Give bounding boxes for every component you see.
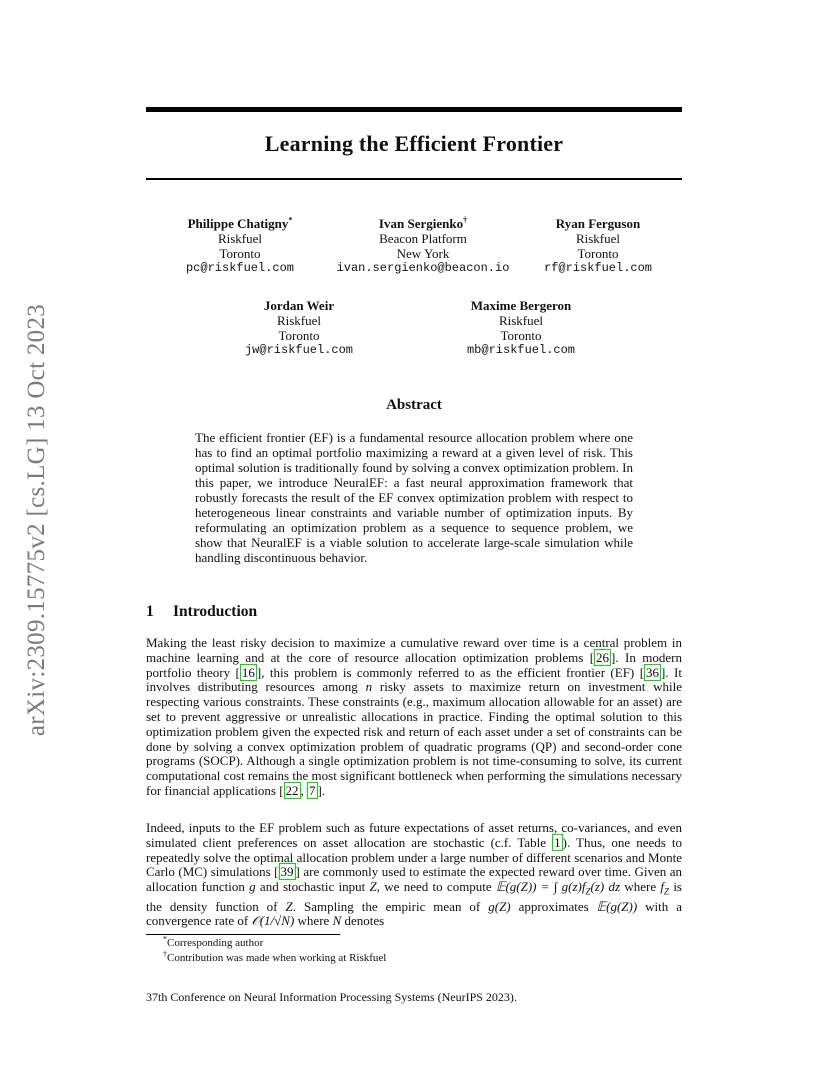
author-name: Jordan Weir	[263, 298, 335, 313]
citation-link[interactable]: 7	[309, 782, 316, 798]
paper-title: Learning the Efficient Frontier	[264, 131, 564, 156]
arxiv-id: arXiv:2309.15775v2 [cs.LG] 13 Oct 2023	[23, 303, 51, 737]
author-email[interactable]: ivan.sergienko@beacon.io	[336, 261, 510, 275]
author-block	[189, 298, 409, 358]
table-ref-link[interactable]: 1	[554, 834, 561, 850]
intro-paragraph-2: Indeed, inputs to the EF problem such as future expectations of asset returns, co-variances, and even simulated client preferences on asset allocation are stochastic (c.f. Table 1 ). Thus, one needs to repeatedly solve the optimal allocation problem under a large number of different scenarios and Monte Carlo (MC) simulations [ 39 ] are commonly used to estimate the expected reward over time. Given an allocation function g and stochastic input Z, we need to compute 𝔼(g(Z)) = ∫ $g(z)f_Z(z)$ dz where $f_Z$ is the density function of Z. Sampling the empiric mean of g(Z) approximates 𝔼(g(Z)) with a convergence rate of 𝒪(1/√N) where N denotes	[146, 820, 683, 929]
author-email[interactable]: jw@riskfuel.com	[244, 343, 354, 357]
citation-link[interactable]: 16	[241, 664, 255, 680]
citation-link[interactable]: 39	[280, 864, 294, 880]
section-number: 1	[146, 603, 154, 620]
footnote-rule	[146, 934, 340, 935]
author-name: Philippe Chatigny*	[187, 215, 293, 231]
intro-paragraph-1: Making the least risky decision to maximize a cumulative reward over time is a central problem in machine learning and at the core of resource allocation optimization problems [ 26 ]. In modern portfolio theory [ 16 ], this problem is commonly referred to as the efficient frontier (EF) [ 36 ]. It involves distributing resources among n risky assets to maximize return on investment while respecting various constraints. These constraints (e.g., maximum allocation allowable for an asset) are set to prevent aggressive or unrealistic allocations in practice. Finding the optimal solution to this optimization problem given the expected risk and return of each asset under a set of constraints can be done by solving a convex optimization problem of quadratic programs (QP) and second-order cone programs (SOCP). Although a single optimization problem is not time-consuming to solve, its current computational cost remains the most significant bottleneck when performing the simulations necessary for financial applications [ 22 , 7 ].	[146, 635, 682, 798]
author-name: Maxime Bergeron	[470, 298, 572, 313]
math-convergence: 𝒪(1/√N)	[251, 913, 295, 929]
citation-link[interactable]: 22	[285, 782, 299, 798]
author-block	[411, 298, 631, 358]
math-expectation: 𝔼(g(Z)) = ∫ g(z)f	[495, 879, 586, 895]
author-email[interactable]: rf@riskfuel.com	[543, 261, 653, 275]
author-email[interactable]: pc@riskfuel.com	[185, 261, 295, 275]
conference-footer: 37th Conference on Neural Information Processing Systems (NeurIPS 2023).	[146, 990, 517, 1004]
author-email[interactable]: mb@riskfuel.com	[466, 343, 576, 357]
author-block	[488, 216, 708, 276]
section-heading	[146, 603, 257, 621]
author-name: Ryan Ferguson	[555, 216, 641, 231]
author-name: Ivan Sergienko†	[378, 215, 468, 231]
footnote: †Contribution was made when working at Riskfuel	[163, 949, 387, 964]
author-affiliation: Riskfuel	[575, 231, 621, 246]
author-city: Toronto	[278, 328, 320, 343]
citation-link[interactable]: 36	[646, 664, 660, 680]
section-title: Introduction	[173, 603, 258, 620]
abstract-heading: Abstract	[386, 397, 442, 413]
title-top-rule	[146, 107, 682, 112]
author-affiliation: Riskfuel	[498, 313, 544, 328]
author-city: Toronto	[500, 328, 542, 343]
author-city: Toronto	[219, 246, 261, 261]
author-city: New York	[396, 246, 450, 261]
author-affiliation: Beacon Platform	[379, 231, 467, 246]
title-bottom-rule	[146, 178, 682, 180]
author-city: Toronto	[577, 246, 619, 261]
abstract-text: The efficient frontier (EF) is a fundamental resource allocation problem where one has to find an optimal portfolio maximizing a reward at a given level of risk. This optimal solution is traditionally found by solving a convex optimization problem. In this paper, we introduce NeuralEF: a fast neural approximation framework that robustly forecasts the result of the EF convex optimization problem with respect to heterogeneous linear constraints and variable number of optimization inputs. By reformulating an optimization problem as a sequence to sequence problem, we show that NeuralEF is a viable solution to accelerate large-scale simulation while handling discontinuous behavior.	[195, 430, 633, 565]
arxiv-sidebar	[5, 300, 69, 740]
author-affiliation: Riskfuel	[276, 313, 322, 328]
citation-link[interactable]: 26	[596, 649, 610, 665]
footnote: *Corresponding author	[163, 934, 264, 949]
author-affiliation: Riskfuel	[217, 231, 263, 246]
